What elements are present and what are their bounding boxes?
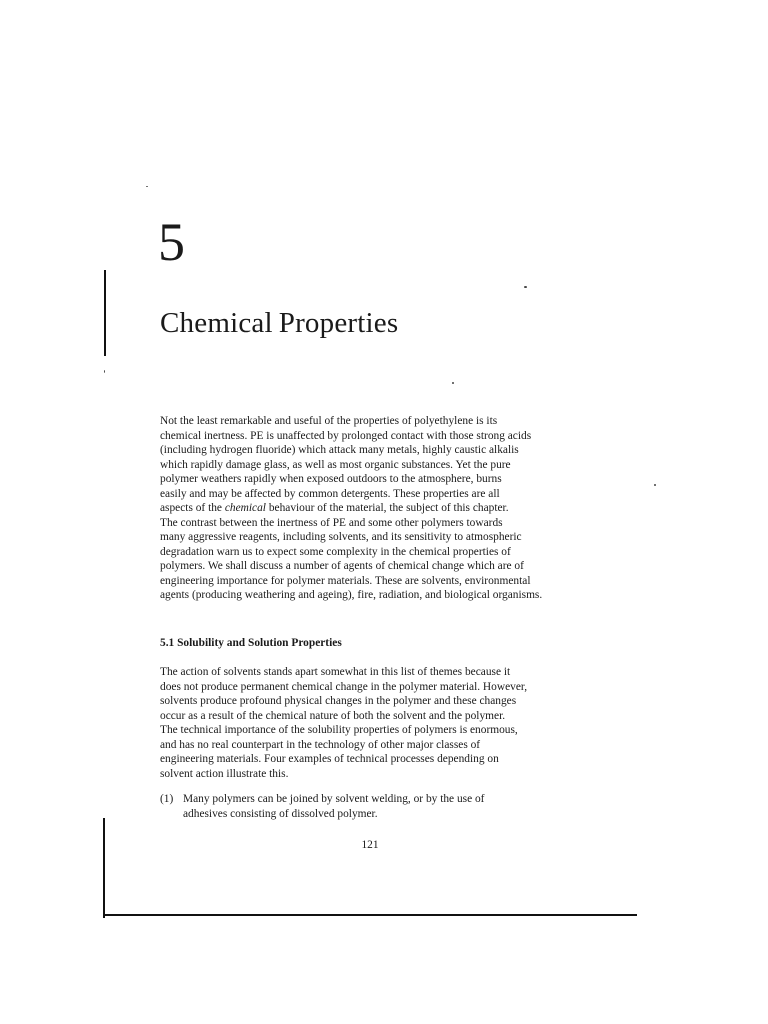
text-line: and has no real counterpart in the technology of other major classes of xyxy=(160,738,481,751)
scan-speck xyxy=(524,286,527,288)
scan-margin-bar-bottom xyxy=(103,818,105,918)
scan-bottom-rule xyxy=(103,914,637,916)
text-line: easily and may be affected by common detergents. These properties are all xyxy=(160,487,500,500)
intro-paragraph xyxy=(160,414,580,603)
list-marker: (1) xyxy=(160,793,174,805)
list-item-text: Many polymers can be joined by solvent welding, or by the use of xyxy=(183,793,485,805)
text-line: agents (producing weathering and ageing), fire, radiation, and biological organisms. xyxy=(160,589,543,601)
chapter-number: 5 xyxy=(158,212,185,272)
section-heading: 5.1 Solubility and Solution Properties xyxy=(160,637,342,649)
section-paragraph xyxy=(160,665,580,781)
text-line: The contrast between the inertness of PE and some other polymers towards xyxy=(160,516,503,529)
text-line: The action of solvents stands apart somewhat in this list of themes because it xyxy=(160,666,511,678)
page-number: 121 xyxy=(361,839,379,851)
text-line: degradation warn us to expect some complexity in the chemical properties of xyxy=(160,545,511,558)
text-line: engineering materials. Four examples of technical processes depending on xyxy=(160,753,499,765)
scan-speck xyxy=(104,370,105,373)
text-line: Not the least remarkable and useful of the properties of polyethylene is its xyxy=(160,415,498,427)
text-line: engineering importance for polymer materials. These are solvents, environmental xyxy=(160,574,531,587)
emphasized-word: chemical xyxy=(224,502,266,514)
text-line-with-emphasis xyxy=(160,501,580,516)
text-line: occur as a result of the chemical nature of both the solvent and the polymer. xyxy=(160,709,506,722)
scan-margin-bar-top xyxy=(104,270,106,356)
text-line: solvent action illustrate this. xyxy=(160,767,289,780)
text-line: which rapidly damage glass, as well as most organic substances. Yet the pure xyxy=(160,458,511,471)
chapter-title xyxy=(160,305,398,341)
list-item xyxy=(160,792,484,821)
text-line: chemical inertness. PE is unaffected by prolonged contact with those strong acids xyxy=(160,429,532,442)
scan-speck xyxy=(654,484,656,486)
scan-speck xyxy=(146,186,148,187)
text-line: (including hydrogen fluoride) which attack many metals, highly caustic alkalis xyxy=(160,444,519,456)
text-line: solvents produce profound physical changes in the polymer and these changes xyxy=(160,695,517,707)
text-line: does not produce permanent chemical change in the polymer material. However, xyxy=(160,680,528,693)
text-line: polymer weathers rapidly when exposed outdoors to the atmosphere, burns xyxy=(160,473,502,485)
text-line: polymers. We shall discuss a number of agents of chemical change which are of xyxy=(160,560,524,572)
text-fragment: behaviour of the material, the subject of this chapter. xyxy=(265,502,509,514)
text-fragment: aspects of the xyxy=(160,502,225,514)
chapter-title-word-2: Properties xyxy=(278,307,399,339)
scan-speck xyxy=(452,382,454,384)
list-item-continuation: adhesives consisting of dissolved polymer. xyxy=(183,807,378,820)
chapter-title-word-1: Chemical xyxy=(160,307,273,339)
text-line: many aggressive reagents, including solvents, and its sensitivity to atmospheric xyxy=(160,531,522,543)
list-item-first-line xyxy=(160,792,484,807)
text-line: The technical importance of the solubility properties of polymers is enormous, xyxy=(160,724,518,736)
